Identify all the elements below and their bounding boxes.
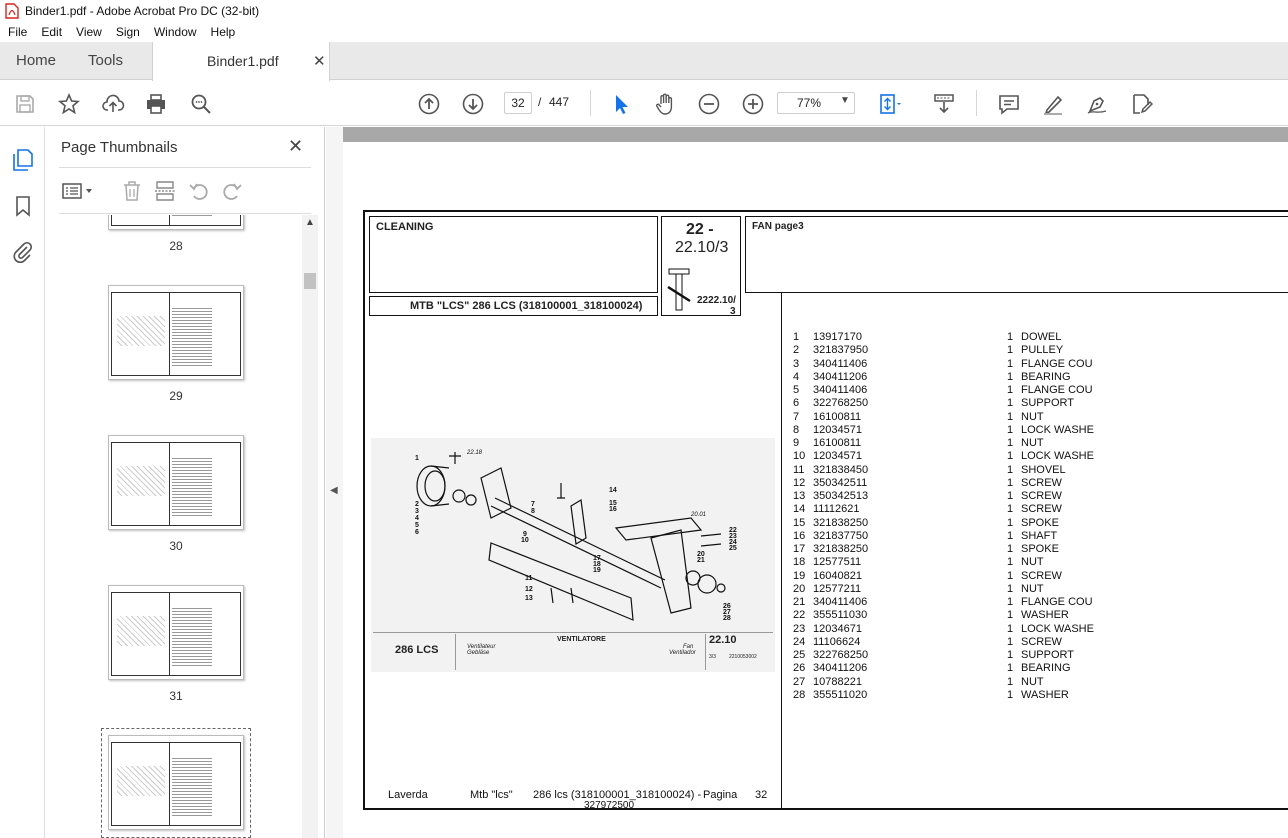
- part-qty: 1: [1007, 622, 1014, 635]
- scroll-mode-icon[interactable]: [932, 92, 956, 116]
- part-number: 23: [793, 622, 806, 635]
- svg-text:20.01: 20.01: [691, 512, 707, 518]
- footer-series: Mtb "lcs": [470, 789, 513, 801]
- part-code: 340411406: [813, 596, 868, 608]
- toolbar-divider: [976, 90, 977, 116]
- part-number: 18: [793, 556, 806, 569]
- svg-text:2: 2: [415, 501, 419, 508]
- part-number: 28: [793, 688, 806, 701]
- footer-page-number: 32: [755, 789, 768, 801]
- tab-bar: [0, 42, 1288, 80]
- thumbnail-label: 28: [169, 239, 183, 253]
- drawing-lang-3: Fan: [683, 644, 694, 650]
- scroll-up-icon[interactable]: ▲: [305, 217, 315, 228]
- part-number: 7: [793, 410, 800, 423]
- svg-text:25: 25: [729, 545, 737, 552]
- model-box: [369, 296, 658, 316]
- part-number: 26: [793, 662, 806, 675]
- menu-edit[interactable]: Edit: [41, 25, 63, 39]
- zoom-value: 77%: [797, 96, 822, 110]
- thumbnail-label: 31: [169, 689, 183, 703]
- part-description: NUT: [1021, 437, 1044, 449]
- part-qty: 1: [1007, 503, 1014, 516]
- svg-text:6: 6: [415, 529, 419, 536]
- part-number: 11: [793, 463, 805, 476]
- part-number: 16: [793, 529, 806, 542]
- part-number: 15: [793, 516, 806, 529]
- menu-help[interactable]: Help: [210, 25, 236, 39]
- menu-file[interactable]: File: [8, 25, 28, 39]
- svg-text:24: 24: [729, 539, 737, 546]
- page-thumbnails-icon[interactable]: [11, 148, 35, 172]
- code-top: 22 -: [686, 221, 714, 238]
- part-description: PULLEY: [1021, 344, 1064, 357]
- part-code: 340411406: [813, 384, 868, 396]
- drawing-ref: 2210053002: [729, 654, 757, 660]
- part-code: 12577511: [813, 556, 862, 569]
- footer-model: 286 lcs (318100001_318100024) -: [533, 789, 702, 801]
- part-description: FLANGE COU: [1021, 596, 1093, 608]
- part-qty: 1: [1007, 450, 1014, 463]
- delete-page-icon[interactable]: [120, 179, 144, 203]
- window-title: Binder1.pdf - Adobe Acrobat Pro DC (32-bit): [25, 4, 260, 18]
- part-qty: 1: [1007, 357, 1014, 370]
- svg-text:8: 8: [531, 508, 535, 515]
- part-code: 321837950: [813, 344, 869, 357]
- hand-tool-icon[interactable]: [653, 92, 677, 116]
- part-number: 2: [793, 344, 800, 357]
- part-description: NUT: [1021, 675, 1044, 688]
- part-qty: 1: [1007, 569, 1014, 582]
- part-code: 10788221: [813, 675, 862, 688]
- part-description: LOCK WASHE: [1021, 622, 1094, 635]
- part-code: 12034571: [813, 423, 862, 436]
- part-description: NUT: [1021, 582, 1044, 595]
- part-code: 321838250: [813, 543, 869, 555]
- thumbnail-label: 29: [169, 389, 183, 403]
- page-number-input[interactable]: 32: [504, 92, 532, 114]
- print-icon[interactable]: [144, 92, 168, 116]
- part-description: NUT: [1021, 556, 1044, 569]
- left-navigation-rail: [0, 127, 45, 838]
- part-code: 11106624: [813, 635, 861, 648]
- part-number: 12: [793, 476, 806, 489]
- drawing-code: 22.10: [709, 634, 737, 646]
- part-number: 10: [793, 450, 806, 463]
- part-qty: 1: [1007, 635, 1014, 648]
- drawing-lang-2: Gebläse: [467, 650, 490, 656]
- part-qty: 1: [1007, 370, 1014, 383]
- part-description: WASHER: [1021, 688, 1069, 701]
- close-tab-icon[interactable]: ✕: [313, 53, 326, 70]
- part-code: 350342511: [813, 476, 868, 489]
- svg-text:23: 23: [729, 533, 737, 540]
- part-qty: 1: [1007, 688, 1014, 701]
- part-number: 5: [793, 384, 800, 396]
- thumbnail-options-icon[interactable]: [61, 179, 95, 203]
- part-number: 21: [793, 596, 806, 608]
- code-box: [661, 216, 741, 316]
- part-code: 16100811: [813, 410, 862, 423]
- part-code: 321838250: [813, 516, 869, 529]
- drawing-lang-1: Ventilateur: [467, 644, 496, 650]
- part-description: FLANGE COU: [1021, 384, 1093, 396]
- part-qty: 1: [1007, 476, 1014, 489]
- part-qty: 1: [1007, 397, 1014, 410]
- part-number: 1: [793, 331, 800, 343]
- part-code: 16100811: [813, 437, 862, 449]
- tab-document[interactable]: [152, 42, 330, 81]
- part-qty: 1: [1007, 556, 1014, 569]
- drawing-page: 3/3: [709, 654, 716, 660]
- part-code: 340411206: [813, 370, 868, 383]
- svg-text:27: 27: [723, 609, 731, 616]
- tab-document-label: Binder1.pdf: [207, 53, 279, 69]
- part-qty: 1: [1007, 423, 1014, 436]
- zoom-select[interactable]: [777, 92, 855, 114]
- zoom-in-icon[interactable]: [741, 92, 765, 116]
- scrollbar-thumb[interactable]: [304, 273, 316, 289]
- sign-pen-icon[interactable]: [1085, 92, 1109, 116]
- bookmarks-icon[interactable]: [11, 194, 35, 218]
- part-qty: 1: [1007, 649, 1014, 661]
- svg-text:15: 15: [609, 500, 617, 507]
- svg-text:22: 22: [729, 527, 737, 534]
- exploded-drawing: [371, 438, 775, 672]
- toolbar-divider: [590, 90, 591, 116]
- code-small-2: 3: [730, 306, 736, 317]
- drawing-lang-4: Ventilador: [669, 650, 696, 656]
- part-description: LOCK WASHE: [1021, 423, 1094, 436]
- fit-page-icon[interactable]: [877, 92, 901, 116]
- fill-sign-icon[interactable]: [1129, 92, 1153, 116]
- attachments-icon[interactable]: [11, 240, 35, 264]
- part-number: 19: [793, 569, 806, 582]
- page-thumbnail[interactable]: [108, 215, 244, 230]
- header-right-title: FAN page3: [752, 221, 804, 232]
- part-code: 322768250: [813, 649, 869, 661]
- part-qty: 1: [1007, 516, 1014, 529]
- part-description: SHOVEL: [1021, 463, 1066, 476]
- part-qty: 1: [1007, 582, 1014, 595]
- part-description: LOCK WASHE: [1021, 450, 1094, 463]
- svg-text:16: 16: [609, 506, 617, 513]
- comment-icon[interactable]: [997, 92, 1021, 116]
- chevron-down-icon: ▼: [840, 95, 850, 106]
- page-thumbnail[interactable]: [108, 285, 244, 380]
- menu-view[interactable]: View: [76, 25, 102, 39]
- page-total: 447: [549, 95, 570, 109]
- part-number: 22: [793, 609, 806, 622]
- part-code: 321838450: [813, 463, 869, 476]
- svg-text:5: 5: [415, 522, 419, 529]
- fan-assembly-drawing: [371, 438, 775, 628]
- next-page-icon[interactable]: [461, 92, 485, 116]
- menu-bar: [0, 22, 1288, 42]
- section-box: [369, 216, 658, 293]
- column-divider: [781, 293, 782, 810]
- part-description: BEARING: [1021, 662, 1071, 675]
- menu-window[interactable]: Window: [153, 25, 197, 39]
- part-code: 12034671: [813, 622, 862, 635]
- part-number: 13: [793, 490, 806, 502]
- thumbnail-list: [45, 215, 307, 838]
- svg-text:1: 1: [415, 455, 419, 462]
- part-code: 12034571: [813, 450, 862, 463]
- extract-page-icon[interactable]: [153, 179, 177, 203]
- svg-text:28: 28: [723, 615, 731, 622]
- footer-model-2: 327972500: [584, 800, 635, 811]
- thumbnails-scrollbar[interactable]: [302, 215, 318, 838]
- screwdriver-icon: [666, 267, 696, 313]
- part-number: 14: [793, 503, 806, 516]
- thumbnails-panel: [45, 127, 325, 838]
- part-description: BEARING: [1021, 370, 1071, 383]
- part-description: SPOKE: [1021, 543, 1059, 555]
- svg-text:20: 20: [697, 551, 705, 558]
- part-number: 9: [793, 437, 800, 449]
- panel-title: Page Thumbnails: [61, 139, 178, 156]
- svg-text:3: 3: [415, 508, 419, 515]
- search-zoom-icon[interactable]: [189, 92, 213, 116]
- part-description: SUPPORT: [1021, 397, 1074, 410]
- part-qty: 1: [1007, 529, 1014, 542]
- part-code: 340411406: [813, 357, 868, 370]
- part-description: SCREW: [1021, 569, 1062, 582]
- part-code: 16040821: [813, 569, 862, 582]
- part-number: 6: [793, 397, 800, 410]
- part-number: 4: [793, 370, 800, 383]
- rotate-left-icon[interactable]: [187, 179, 211, 203]
- panel-divider: [59, 167, 311, 168]
- menu-sign[interactable]: Sign: [115, 25, 140, 39]
- part-qty: 1: [1007, 437, 1014, 449]
- part-description: SCREW: [1021, 635, 1062, 648]
- panel-divider: [59, 213, 311, 214]
- part-number: 24: [793, 635, 806, 648]
- svg-text:22.18: 22.18: [467, 450, 483, 456]
- upload-cloud-icon[interactable]: [101, 92, 125, 116]
- svg-text:7: 7: [531, 501, 535, 508]
- part-description: SCREW: [1021, 503, 1062, 516]
- part-qty: 1: [1007, 662, 1014, 675]
- part-description: SCREW: [1021, 490, 1062, 502]
- footer-page-label: Pagina: [703, 789, 738, 801]
- svg-text:9: 9: [523, 531, 527, 538]
- footer-brand: Laverda: [388, 789, 428, 801]
- page-thumbnail[interactable]: [108, 435, 244, 530]
- tab-home[interactable]: Home: [16, 52, 57, 69]
- part-qty: 1: [1007, 490, 1014, 502]
- part-number: 3: [793, 357, 800, 370]
- part-qty: 1: [1007, 543, 1014, 555]
- part-description: WASHER: [1021, 609, 1069, 622]
- title-bar: [0, 0, 1288, 22]
- part-number: 17: [793, 543, 806, 555]
- svg-text:11: 11: [525, 575, 533, 582]
- part-qty: 1: [1007, 463, 1014, 476]
- svg-text:13: 13: [525, 595, 533, 602]
- part-description: SPOKE: [1021, 516, 1059, 529]
- acrobat-icon: [5, 3, 19, 19]
- save-icon[interactable]: [13, 92, 37, 116]
- svg-text:19: 19: [593, 567, 601, 574]
- tab-tools[interactable]: Tools: [88, 52, 124, 69]
- drawing-title: VENTILATORE: [557, 636, 606, 643]
- model-title: MTB "LCS" 286 LCS (318100001_318100024): [410, 300, 643, 312]
- part-description: SUPPORT: [1021, 649, 1074, 661]
- part-description: DOWEL: [1021, 331, 1062, 343]
- highlight-pen-icon[interactable]: [1041, 92, 1065, 116]
- part-code: 350342513: [813, 490, 869, 502]
- section-title: CLEANING: [376, 221, 434, 233]
- previous-page-edge: [343, 127, 1288, 142]
- rotate-right-icon[interactable]: [220, 179, 244, 203]
- code-main: 22.10/3: [675, 239, 729, 256]
- svg-text:26: 26: [723, 603, 731, 610]
- svg-text:18: 18: [593, 561, 601, 568]
- svg-text:21: 21: [697, 557, 705, 564]
- part-number: 25: [793, 649, 806, 661]
- header-right-box: [745, 216, 1288, 293]
- svg-text:17: 17: [593, 555, 601, 562]
- drawing-model: 286 LCS: [395, 644, 439, 656]
- part-qty: 1: [1007, 331, 1014, 343]
- svg-text:4: 4: [415, 515, 419, 522]
- part-qty: 1: [1007, 384, 1014, 396]
- close-panel-icon[interactable]: ✕: [288, 136, 304, 156]
- part-code: 13917170: [813, 331, 862, 343]
- part-code: 322768250: [813, 397, 869, 410]
- collapse-panel-icon[interactable]: ◀: [330, 485, 338, 496]
- parts-sheet: [363, 210, 1288, 810]
- part-qty: 1: [1007, 609, 1014, 622]
- svg-text:10: 10: [521, 537, 529, 544]
- svg-text:14: 14: [609, 487, 617, 494]
- part-number: 20: [793, 582, 806, 595]
- part-qty: 1: [1007, 410, 1014, 423]
- panel-splitter[interactable]: [326, 127, 343, 838]
- thumbnail-label: 30: [169, 539, 183, 553]
- part-qty: 1: [1007, 675, 1014, 688]
- part-description: SHAFT: [1021, 529, 1058, 542]
- previous-page-icon[interactable]: [417, 92, 441, 116]
- part-description: FLANGE COU: [1021, 357, 1093, 370]
- part-number: 8: [793, 423, 800, 436]
- part-code: 321837750: [813, 529, 869, 542]
- part-code: 11112621: [813, 503, 860, 516]
- part-code: 340411206: [813, 662, 868, 675]
- part-qty: 1: [1007, 344, 1014, 357]
- part-code: 12577211: [813, 582, 862, 595]
- zoom-out-icon[interactable]: [697, 92, 721, 116]
- part-code: 355511020: [813, 688, 868, 701]
- page-thumbnail[interactable]: [108, 585, 244, 680]
- select-cursor-icon[interactable]: [609, 92, 633, 116]
- svg-text:12: 12: [525, 586, 533, 593]
- page-thumbnail-selected[interactable]: [108, 735, 244, 830]
- code-small: 2222.10/: [697, 295, 736, 306]
- page-separator: /: [538, 95, 542, 109]
- part-number: 27: [793, 675, 806, 688]
- part-description: NUT: [1021, 410, 1044, 423]
- part-qty: 1: [1007, 596, 1014, 608]
- part-code: 355511030: [813, 609, 868, 622]
- part-description: SCREW: [1021, 476, 1062, 489]
- bookmark-star-icon[interactable]: [57, 92, 81, 116]
